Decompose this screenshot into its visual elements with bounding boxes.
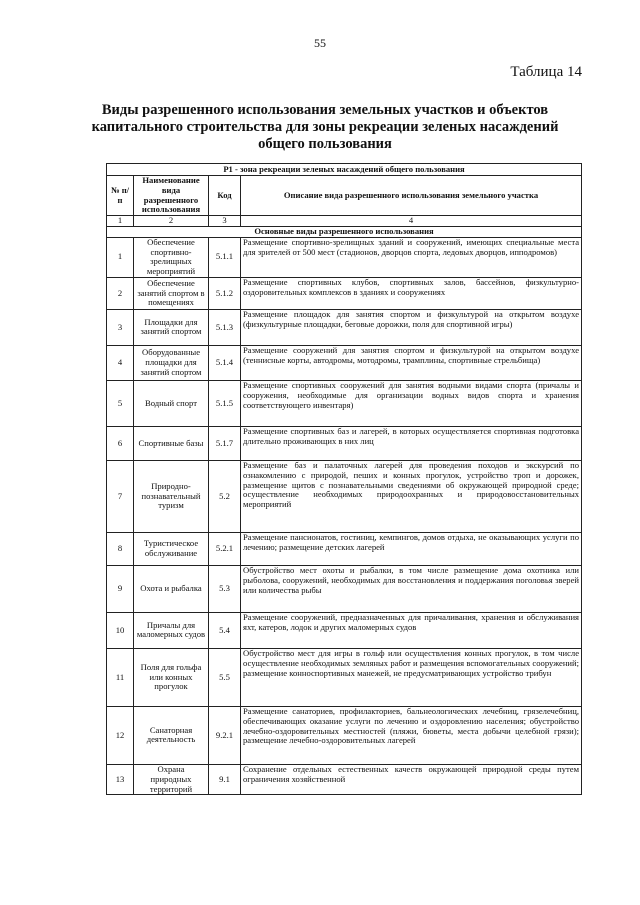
use-name: Спортивные базы <box>134 426 209 460</box>
table-row <box>107 565 582 612</box>
column-number: 4 <box>241 216 582 227</box>
use-description: Размещение спортивных клубов, спортивных залов, бассейнов, физкультурно-оздоровительных комплексов в зданиях и сооружениях <box>241 277 582 309</box>
row-number: 6 <box>107 426 134 460</box>
zone-title: Р1 - зона рекреации зеленых насаждений общего пользования <box>107 164 582 176</box>
use-description: Размещение санаториев, профилакториев, бальнеологических лечебниц, грязелечебниц, обеспечивающих оказание услуги по лечению и оздоровлению населения; обустройство лечебно-оздоровительных местностей (пляжи, бюветы, места добычи целебной грязи); размещение лечебно-оздоровительных лагерей <box>241 706 582 764</box>
use-name: Водный спорт <box>134 380 209 426</box>
use-name: Санаторная деятельность <box>134 706 209 764</box>
header-num: № п/п <box>107 176 134 216</box>
row-number: 11 <box>107 648 134 706</box>
row-number: 8 <box>107 532 134 565</box>
use-name: Причалы для маломерных судов <box>134 612 209 648</box>
use-name: Туристическое обслуживание <box>134 532 209 565</box>
row-number: 1 <box>107 237 134 277</box>
use-code: 9.2.1 <box>209 706 241 764</box>
table-row <box>107 237 582 277</box>
table-row <box>107 532 582 565</box>
table-row <box>107 309 582 345</box>
use-code: 5.2 <box>209 460 241 532</box>
use-code: 5.2.1 <box>209 532 241 565</box>
use-name: Оборудованные площадки для занятий спортом <box>134 345 209 380</box>
use-name: Охота и рыбалка <box>134 565 209 612</box>
table-row <box>107 706 582 764</box>
use-description: Обустройство мест для игры в гольф или осуществления конных прогулок, в том числе осуществление необходимых земляных работ и размещения вспомогательных сооружений; размещение конноспортивных манежей, не предусматривающих устройство трибун <box>241 648 582 706</box>
use-description: Размещение сооружений для занятия спортом и физкультурой на открытом воздухе (теннисные корты, автодромы, мотодромы, трамплины, спортивные стрельбища) <box>241 345 582 380</box>
use-code: 5.1.7 <box>209 426 241 460</box>
table-row <box>107 764 582 794</box>
table-label: Таблица 14 <box>510 64 582 80</box>
use-description: Размещение спортивных баз и лагерей, в которых осуществляется спортивная подготовка длительно проживающих в них лиц <box>241 426 582 460</box>
use-description: Сохранение отдельных естественных качеств окружающей природной среды путем ограничения хозяйственной <box>241 764 582 794</box>
row-number: 12 <box>107 706 134 764</box>
header-description: Описание вида разрешенного использования земельного участка <box>241 176 582 216</box>
use-code: 5.3 <box>209 565 241 612</box>
use-name: Природно-познавательный туризм <box>134 460 209 532</box>
table-row <box>107 460 582 532</box>
use-description: Обустройство мест охоты и рыбалки, в том числе размещение дома охотника или рыболова, сооружений, необходимых для восстановления и поддержания поголовья зверей или количества рыбы <box>241 565 582 612</box>
table-row <box>107 612 582 648</box>
header-name: Наименование вида разрешенного использования <box>134 176 209 216</box>
column-number: 1 <box>107 216 134 227</box>
row-number: 4 <box>107 345 134 380</box>
row-number: 13 <box>107 764 134 794</box>
use-code: 5.4 <box>209 612 241 648</box>
use-code: 5.1.1 <box>209 237 241 277</box>
use-description: Размещение баз и палаточных лагерей для проведения походов и экскурсий по ознакомлению с природой, пеших и конных прогулок, устройство троп и дорожек, размещение щитов с познавательными сведениями об окружающей природной среде; осуществление необходимых природоохранных и природовосстановительных мероприятий <box>241 460 582 532</box>
use-description: Размещение сооружений, предназначенных для причаливания, хранения и обслуживания яхт, катеров, лодок и других маломерных судов <box>241 612 582 648</box>
column-number: 3 <box>209 216 241 227</box>
table-row <box>107 277 582 309</box>
row-number: 9 <box>107 565 134 612</box>
page-number: 55 <box>314 36 326 50</box>
section-title: Основные виды разрешенного использования <box>107 226 582 237</box>
use-description: Размещение спортивных сооружений для занятия водными видами спорта (причалы и сооружения, необходимые для организации водных видов спорта и хранения соответствующего инвентаря) <box>241 380 582 426</box>
use-name: Обеспечение спортивно-зрелищных мероприятий <box>134 237 209 277</box>
use-name: Площадки для занятий спортом <box>134 309 209 345</box>
use-description: Размещение пансионатов, гостиниц, кемпингов, домов отдыха, не оказывающих услуги по лечению; размещение детских лагерей <box>241 532 582 565</box>
use-code: 5.1.5 <box>209 380 241 426</box>
table-row <box>107 648 582 706</box>
document-title: Виды разрешенного использования земельных участков и объектов капитального строительства для зоны рекреации зеленых насаждений общего пользования <box>91 102 559 152</box>
table-row <box>107 345 582 380</box>
table-row <box>107 380 582 426</box>
row-number: 10 <box>107 612 134 648</box>
use-name: Поля для гольфа или конных прогулок <box>134 648 209 706</box>
row-number: 7 <box>107 460 134 532</box>
row-number: 5 <box>107 380 134 426</box>
use-name: Охрана природных территорий <box>134 764 209 794</box>
row-number: 3 <box>107 309 134 345</box>
use-description: Размещение спортивно-зрелищных зданий и сооружений, имеющих специальные места для зрителей от 500 мест (стадионов, дворцов спорта, ледовых дворцов, ипподромов) <box>241 237 582 277</box>
header-code: Код <box>209 176 241 216</box>
use-code: 5.1.4 <box>209 345 241 380</box>
use-code: 9.1 <box>209 764 241 794</box>
use-description: Размещение площадок для занятия спортом и физкультурой на открытом воздухе (физкультурные площадки, беговые дорожки, поля для спортивной игры) <box>241 309 582 345</box>
column-number: 2 <box>134 216 209 227</box>
use-name: Обеспечение занятий спортом в помещениях <box>134 277 209 309</box>
use-code: 5.1.2 <box>209 277 241 309</box>
row-number: 2 <box>107 277 134 309</box>
table-row <box>107 426 582 460</box>
land-use-table <box>106 163 582 795</box>
use-code: 5.5 <box>209 648 241 706</box>
use-code: 5.1.3 <box>209 309 241 345</box>
